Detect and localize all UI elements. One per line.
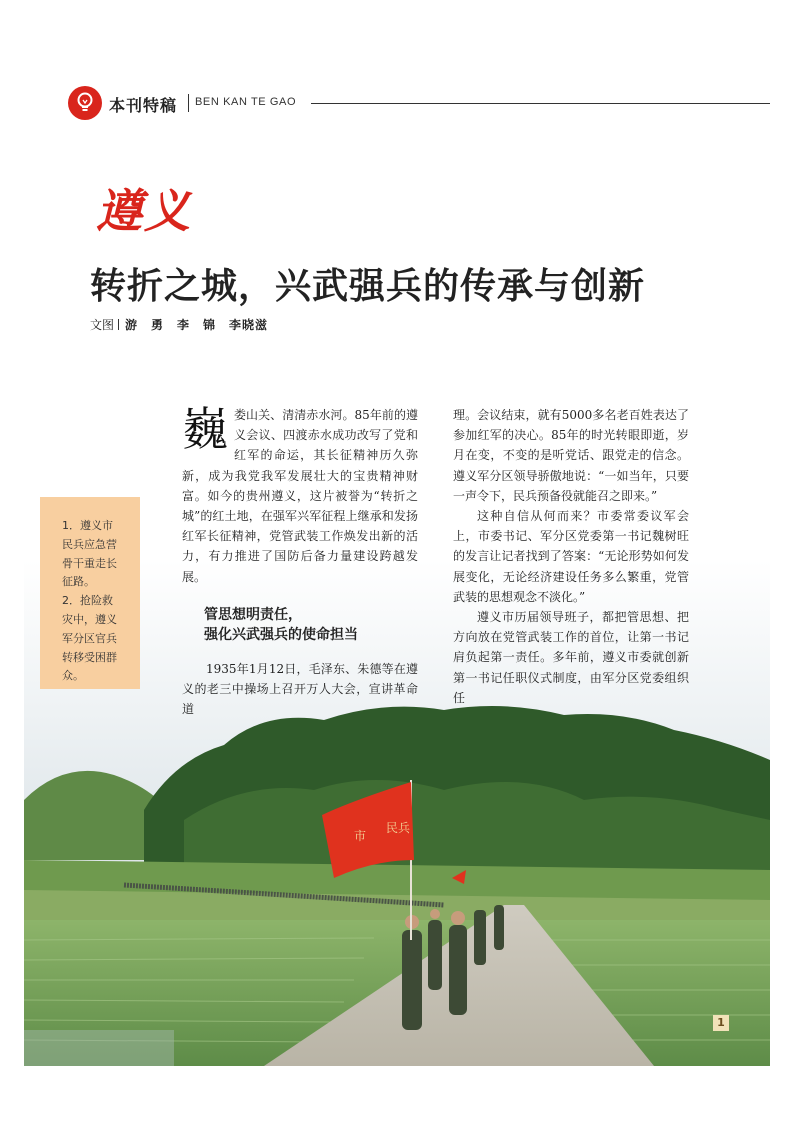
byline-separator [118,319,119,330]
body-column-left [182,402,418,719]
caption-line: 转移受困群 [62,650,117,664]
subhead-line-1: 管思想明责任， [204,606,302,623]
body-paragraph-5: 遵义市历届领导班子，都把管思想、把方向放在党管武装工作的首位，让第一书记肩负起第一责任。多年前，遵义市委就创新第一书记任职仪式制度，由军分区党委组织任 [453,610,689,705]
body-paragraph-2: 1935年1月12日，毛泽东、朱德等在遵义的老三中操场上召开万人大会，宣讲革命道 [182,661,418,717]
flag-text-right: 民兵 [386,821,411,835]
byline-names: 游 勇 李 锦 李晓滋 [125,318,269,332]
section-logo [68,86,102,120]
body-column-right [453,405,689,708]
caption-line: 2．抢险救 [62,594,113,608]
paragraph-1-text: 娄山关、清清赤水河。85年前的遵义会议、四渡赤水成功改写了党和红军的命运，其长征精神历久弥新，成为我党我军发展壮大的宝贵精神财富。如今的贵州遵义，这片被誉为“转折之城”的红土地，在强军兴军征程上继承和发扬红军长征精神，党管武装工作焕发出新的活力，有力推进了国防后备力量建设跨越发展。 [182,408,418,584]
byline-label: 文图 [90,318,115,332]
body-paragraph-1 [182,402,418,587]
caption-line: 民兵应急营 [62,537,117,551]
caption-line: 骨干重走长 [62,556,117,570]
photo-caption [40,497,140,689]
page-number: 1 [713,1015,729,1031]
section-title: 本刊特稿 [109,96,178,115]
lightbulb-icon [75,92,95,114]
article-byline [90,316,268,333]
caption-line: 灾中，遵义 [62,612,117,626]
caption-line: 军分区官兵 [62,631,117,645]
section-subhead [204,605,418,645]
caption-line: 众。 [62,669,84,683]
caption-line: 征路。 [62,575,95,589]
article-title: 转折之城，兴武强兵的传承与创新 [90,266,646,307]
flag-text-left: 市 [354,829,367,843]
section-header [68,86,770,122]
header-separator [188,94,189,112]
caption-line: 1．遵义市 [62,519,113,532]
subhead-line-2: 强化兴武强兵的使命担当 [204,626,358,643]
section-title-pinyin: BEN KAN TE GAO [195,96,297,108]
body-paragraph-3: 理。会议结束，就有5000多名老百姓表达了参加红军的决心。85年的时光转眼即逝，岁月在变，不变的是听党话、跟党走的信念。遵义军分区领导骄傲地说：“一如当年，只要一声令下，民兵预备役就能召之即来。” [453,408,689,503]
article-kicker: 遵义 [96,184,192,238]
header-rule [311,103,770,104]
drop-cap: 巍 [182,402,228,456]
body-paragraph-4: 这种自信从何而来？市委常委议军会上，市委书记、军分区党委第一书记魏树旺的发言让记者找到了答案：“无论形势如何发展变化，无论经济建设任务多么繁重，党管武装的思想观念不淡化。” [453,509,689,604]
